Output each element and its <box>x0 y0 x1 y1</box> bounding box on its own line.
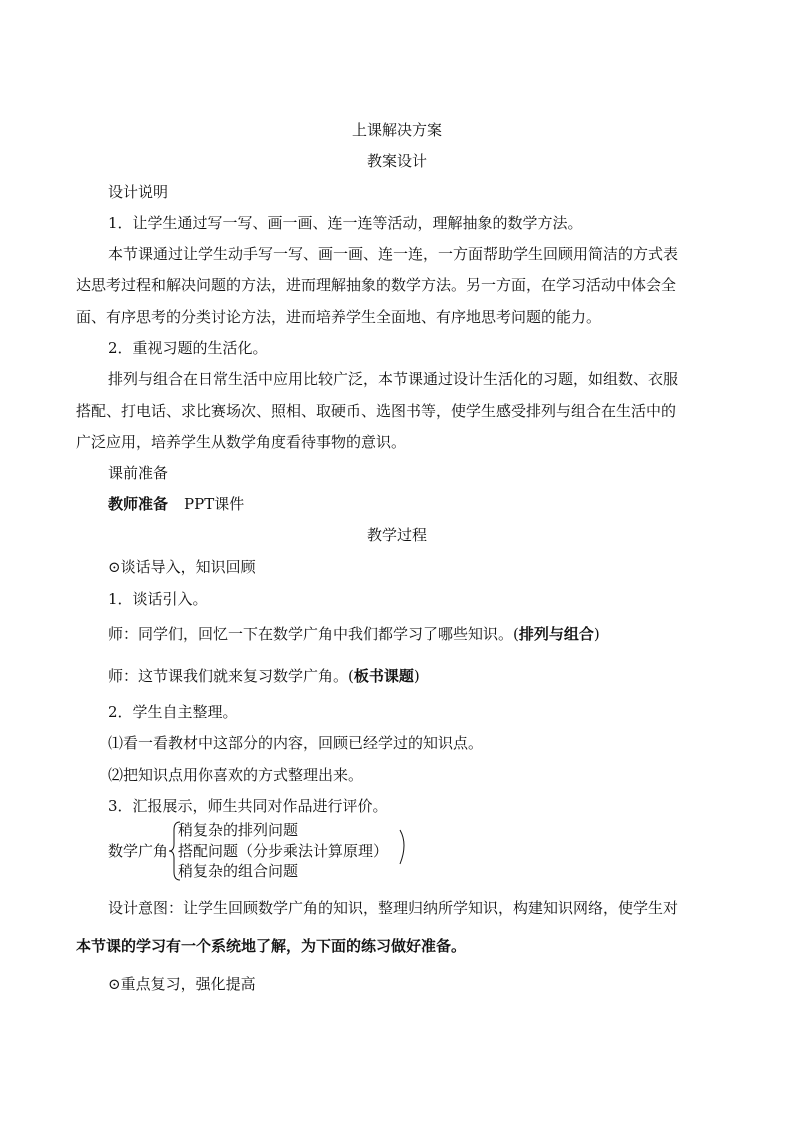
paragraph-line: 广泛应用，培养学生从数学角度看待事物的意识。 <box>76 433 407 451</box>
document-subtitle: 教案设计 <box>366 152 427 170</box>
prep-heading: 课前准备 <box>108 464 169 482</box>
sub-step-1: ⑴看一看教材中这部分的内容，回顾已经学过的知识点。 <box>108 734 484 752</box>
paragraph-line: 面、有序思考的分类讨论方法，进而培养学生全面地、有序地思考问题的能力。 <box>76 308 602 326</box>
dialog-1-end: ) <box>593 625 600 643</box>
dialog-2-note: 板书课题 <box>353 667 414 685</box>
design-notes-heading: 设计说明 <box>108 183 169 201</box>
dialog-1 <box>108 624 600 644</box>
teacher-prep-value: PPT课件 <box>184 495 245 513</box>
sub-step-2: ⑵把知识点用你喜欢的方式整理出来。 <box>108 766 364 784</box>
step-2: 2．学生自主整理。 <box>108 703 238 721</box>
process-heading: 教学过程 <box>366 526 427 544</box>
teacher-prep <box>108 494 244 514</box>
brace-item: 搭配问题（分步乘法计算原理） <box>178 841 389 860</box>
design-point-1: 1．让学生通过写一写、画一画、连一连等活动，理解抽象的数学方法。 <box>108 214 583 232</box>
section-review: ⊙重点复习，强化提高 <box>108 975 256 993</box>
paragraph-line: 排列与组合在日常生活中应用比较广泛，本节课通过设计生活化的习题，如组数、衣服 <box>108 370 679 388</box>
brace-item: 稍复杂的排列问题 <box>178 821 299 839</box>
dialog-2 <box>108 666 420 686</box>
step-1: 1．谈话引入。 <box>108 590 208 608</box>
brace-item: 稍复杂的组合问题 <box>178 862 299 880</box>
dialog-2-end: ) <box>413 667 420 685</box>
brace-items <box>178 820 388 882</box>
right-paren <box>400 830 404 864</box>
step-3: 3．汇报展示，师生共同对作品进行评价。 <box>108 797 388 815</box>
paragraph-line: 本节课通过让学生动手写一写、画一画、连一连，一方面帮助学生回顾用简洁的方式表 <box>108 245 679 263</box>
dialog-2-text: 师：这节课我们就来复习数学广角。( <box>108 667 354 685</box>
design-intent-line: 本节课的学习有一个系统地了解，为下面的练习做好准备。 <box>76 937 467 955</box>
teacher-prep-label: 教师准备 <box>108 495 169 513</box>
knowledge-brace-diagram <box>108 820 428 882</box>
brace-label: 数学广角 <box>108 842 169 860</box>
document-title: 上课解决方案 <box>351 121 442 139</box>
dialog-1-text: 师：同学们，回忆一下在数学广角中我们都学习了哪些知识。( <box>108 625 519 643</box>
dialog-1-answer: 排列与组合 <box>518 625 594 643</box>
design-intent-line: 设计意图：让学生回顾数学广角的知识，整理归纳所学知识，构建知识网络，使学生对 <box>108 899 679 917</box>
design-point-2: 2．重视习题的生活化。 <box>108 339 268 357</box>
section-intro: ⊙谈话导入，知识回顾 <box>108 558 256 576</box>
paragraph-line: 搭配、打电话、求比赛场次、照相、取硬币、选图书等，使学生感受排列与组合在生活中的 <box>76 402 677 420</box>
paragraph-line: 达思考过程和解决问题的方法，进而理解抽象的数学方法。另一方面，在学习活动中体会全 <box>76 276 677 294</box>
